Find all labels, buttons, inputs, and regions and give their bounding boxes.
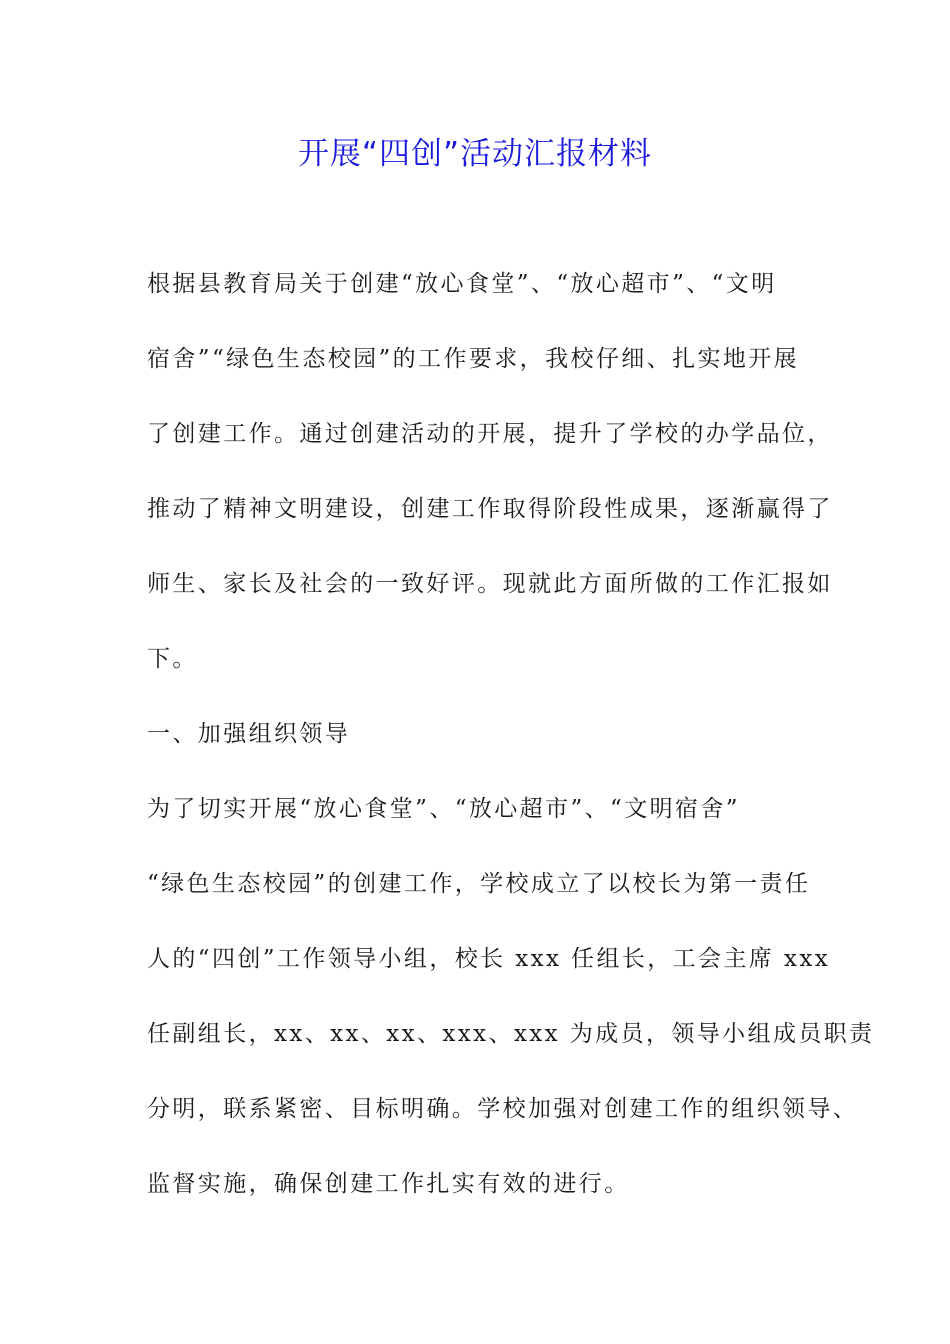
section-heading: 一、加强组织领导 (147, 721, 351, 747)
paragraph-line: 了创建工作。通过创建活动的开展，提升了学校的办学品位， (147, 421, 833, 447)
paragraph-line: 分明，联系紧密、目标明确。学校加强对创建工作的组织领导、 (147, 1096, 859, 1122)
paragraph-line: “绿色生态校园”的创建工作，学校成立了以校长为第一责任 (147, 871, 811, 897)
paragraph-line: 推动了精神文明建设，创建工作取得阶段性成果，逐渐赢得了 (147, 496, 833, 522)
paragraph-line: 为了切实开展“放心食堂”、“放心超市”、“文明宿舍” (147, 796, 740, 822)
paragraph-line: 人的“四创”工作领导小组，校长 xxx 任组长，工会主席 xxx (147, 946, 831, 972)
paragraph-line: 监督实施，确保创建工作扎实有效的进行。 (147, 1171, 630, 1197)
paragraph-line: 师生、家长及社会的一致好评。现就此方面所做的工作汇报如 (147, 571, 833, 597)
paragraph-line: 下。 (147, 646, 198, 672)
paragraph-line: 任副组长，xx、xx、xx、xxx、xxx 为成员，领导小组成员职责 (147, 1021, 875, 1047)
paragraph-line: 根据县教育局关于创建“放心食堂”、“放心超市”、“文明 (147, 271, 777, 297)
document-title: 开展“四创”活动汇报材料 (297, 136, 653, 172)
paragraph-line: 宿舍”“绿色生态校园”的工作要求，我校仔细、扎实地开展 (147, 346, 800, 372)
